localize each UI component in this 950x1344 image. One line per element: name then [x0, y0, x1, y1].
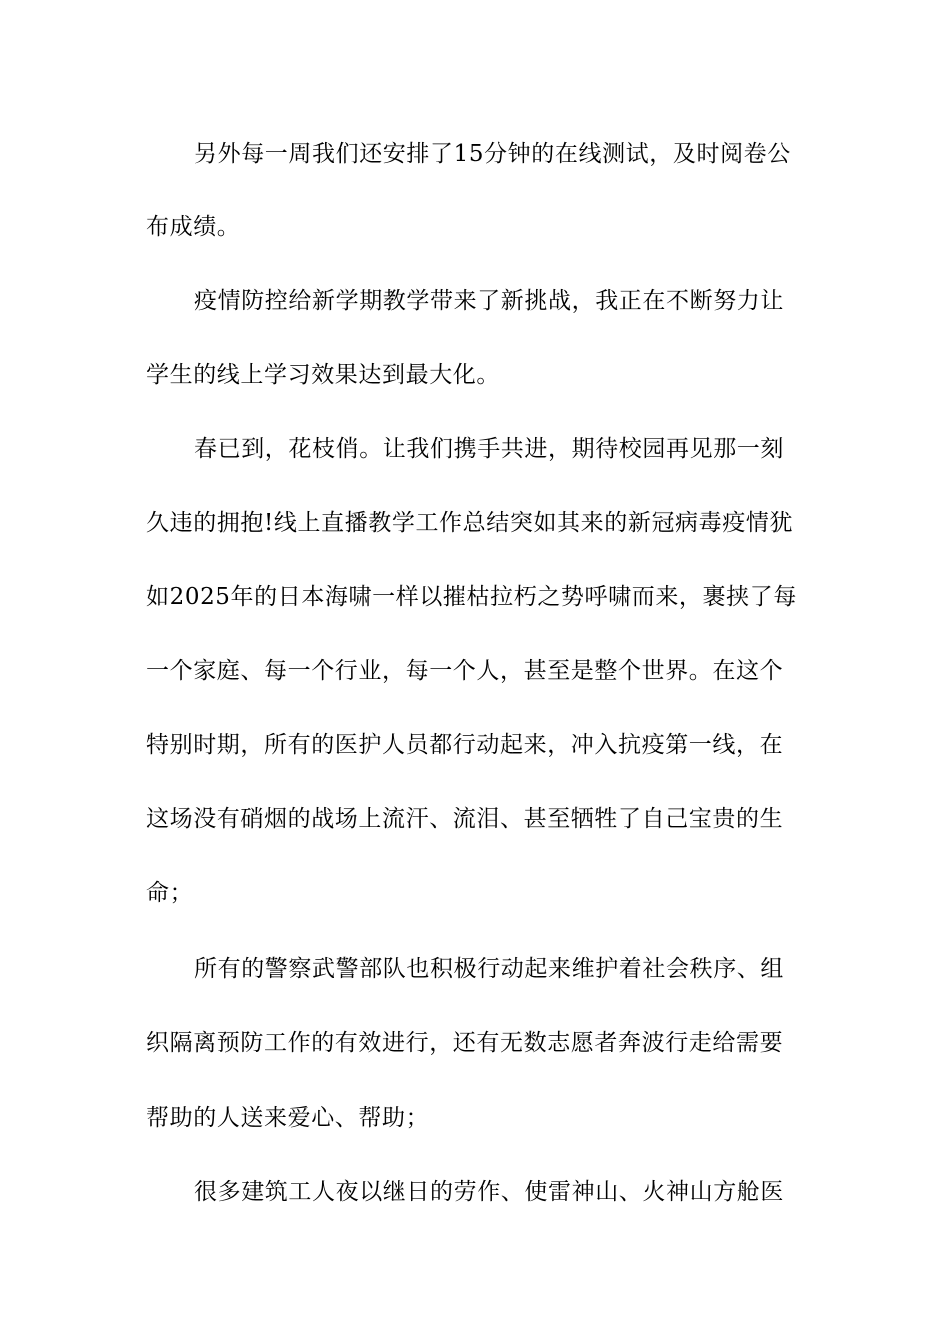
text-line-1: 另外每一周我们还安排了15分钟的在线测试，及时阅卷公	[194, 141, 791, 167]
text-line-10: 这场没有硝烟的战场上流汗、流泪、甚至牺牲了自己宝贵的生	[146, 806, 784, 832]
text-line-15: 很多建筑工人夜以继日的劳作、使雷神山、火神山方舱医	[194, 1179, 784, 1205]
text-line-5: 春已到，花枝俏。让我们携手共进，期待校园再见那一刻	[194, 436, 784, 462]
text-line-11: 命；	[146, 880, 194, 906]
text-line-8: 一个家庭、每一个行业，每一个人，甚至是整个世界。在这个	[146, 658, 784, 684]
text-line-3: 疫情防控给新学期教学带来了新挑战，我正在不断努力让	[194, 288, 784, 314]
text-line-7: 如2025年的日本海啸一样以摧枯拉朽之势呼啸而来，裹挟了每	[146, 584, 797, 610]
text-line-9: 特别时期，所有的医护人员都行动起来，冲入抗疫第一线，在	[146, 732, 784, 758]
text-line-12: 所有的警察武警部队也积极行动起来维护着社会秩序、组	[194, 956, 784, 982]
text-line-14: 帮助的人送来爱心、帮助；	[146, 1105, 430, 1131]
text-line-13: 织隔离预防工作的有效进行，还有无数志愿者奔波行走给需要	[146, 1030, 784, 1056]
text-line-4: 学生的线上学习效果达到最大化。	[146, 362, 500, 388]
text-line-2: 布成绩。	[146, 214, 241, 240]
text-line-6: 久违的拥抱!线上直播教学工作总结突如其来的新冠病毒疫情犹	[146, 510, 794, 536]
